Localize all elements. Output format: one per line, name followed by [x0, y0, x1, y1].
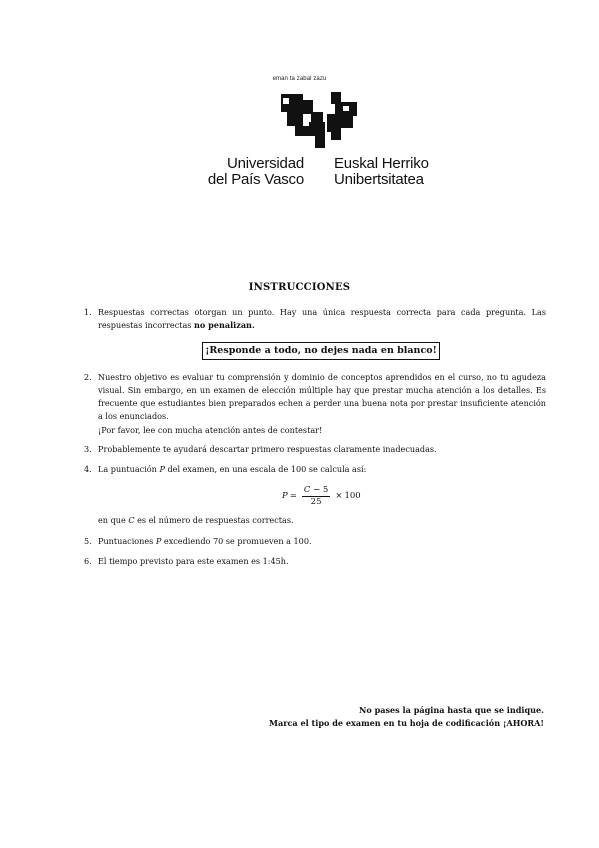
formula-numerator-var: C	[303, 484, 311, 495]
footer-notice-1: No pases la página hasta que se indique.	[358, 705, 544, 715]
instruction-item-2	[84, 371, 546, 423]
explanation-text: es el número de respuestas correctas.	[134, 515, 294, 525]
formula-denominator: 25	[310, 496, 322, 507]
instruction-item-3	[84, 443, 546, 456]
read-carefully-note: ¡Por favor, lee con mucha atención antes de contestar!	[98, 425, 323, 435]
variable-c: C	[128, 515, 135, 525]
university-name-eu-line1: Euskal Herriko	[334, 155, 429, 172]
formula-explanation	[98, 514, 294, 527]
footer-notice-2: Marca el tipo de examen en tu hoja de codificación ¡AHORA!	[269, 718, 544, 728]
item-number: 2.	[84, 372, 92, 382]
explanation-text: en que	[98, 515, 129, 525]
item-text: El tiempo previsto para este examen es 1:45h.	[98, 556, 289, 566]
formula-numerator	[302, 485, 330, 497]
item-text: Nuestro objetivo es evaluar tu comprensión y dominio de conceptos aprendidos en el curso, no tu agudeza visual. Sin embargo, en un examen de elección múltiple hay que prestar mucha atención a los detalles. Es frecuente que estudiantes bien preparados echen a perder una buena nota por prestar insuficiente atención a los enunciados.	[98, 372, 546, 421]
university-name-spanish	[204, 156, 304, 188]
item-number: 3.	[84, 444, 92, 454]
formula-times: ×	[335, 491, 343, 501]
item-text: excediendo 70 se promueven a 100.	[161, 536, 312, 546]
university-name-eu-line2: Unibertsitatea	[334, 171, 424, 188]
formula-equals: =	[289, 491, 297, 501]
item-number: 5.	[84, 536, 92, 546]
item-text: La puntuación	[98, 464, 160, 474]
item-number: 1.	[84, 307, 92, 317]
instruction-item-5	[84, 535, 546, 548]
item-number: 6.	[84, 556, 92, 566]
item-text: Probablemente te ayudará descartar primero respuestas claramente inadecuadas.	[98, 444, 437, 454]
university-logo-emblem	[281, 92, 361, 150]
formula-factor: 100	[344, 491, 361, 501]
instruction-item-6	[84, 555, 546, 568]
instruction-item-1	[84, 306, 546, 332]
university-motto: eman ta zabal zazu	[272, 76, 327, 82]
answer-all-callout: ¡Responde a todo, no dejes nada en blanco!	[202, 342, 440, 360]
instruction-item-4	[84, 463, 546, 476]
score-formula	[282, 483, 361, 509]
formula-numerator-rest: − 5	[310, 484, 329, 495]
item-text: del examen, en una escala de 100 se calcula así:	[164, 464, 367, 474]
item-text: Puntuaciones	[98, 536, 156, 546]
university-name-es-line2: del País Vasco	[207, 171, 304, 188]
university-name-es-line1: Universidad	[226, 155, 304, 172]
item-number: 4.	[84, 464, 92, 474]
formula-fraction	[302, 485, 330, 508]
university-name-basque	[334, 156, 454, 188]
item-text: Respuestas correctas otorgan un punto. Hay una única respuesta correcta para cada pregunta. Las respuestas incorrectas	[98, 307, 546, 330]
variable-p: P	[159, 464, 165, 474]
formula-lhs: P	[282, 491, 288, 501]
instructions-title: INSTRUCCIONES	[248, 282, 351, 293]
item-text-bold: no penalizan.	[194, 320, 255, 330]
variable-p: P	[155, 536, 162, 546]
